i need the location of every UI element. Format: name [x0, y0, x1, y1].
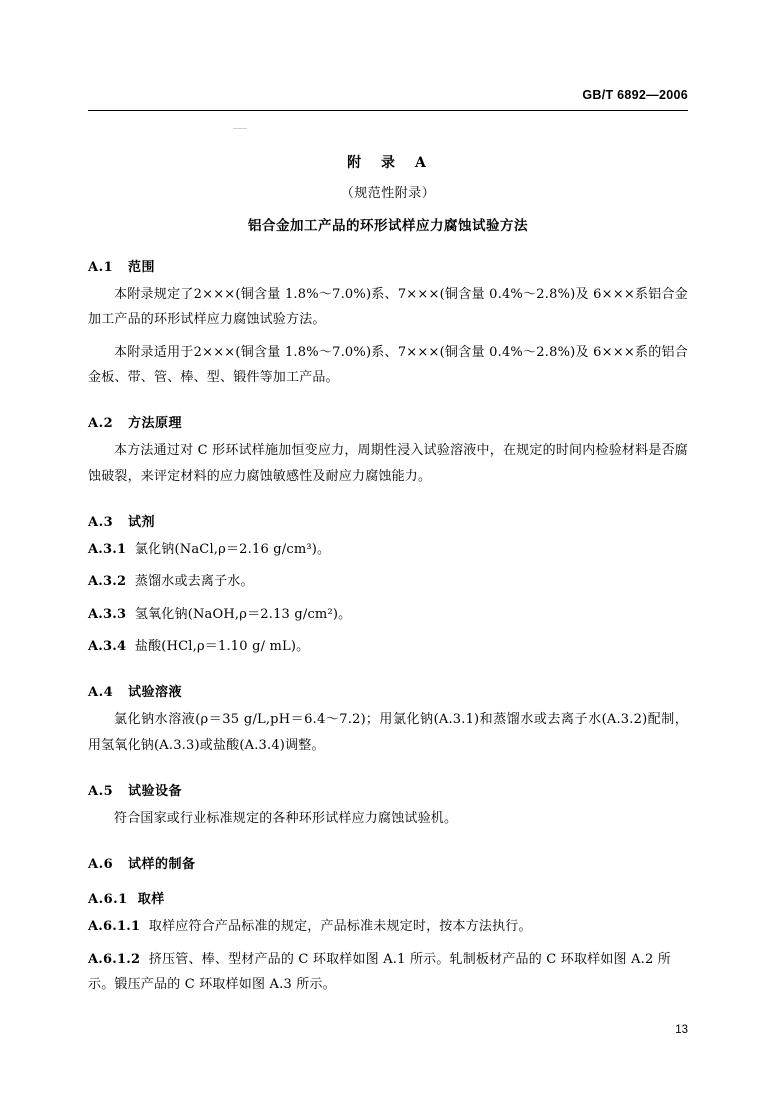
list-item [88, 602, 688, 627]
list-item [88, 569, 688, 594]
item-text: 盐酸(HCl,ρ＝1.10 g/ mL)。 [134, 639, 310, 655]
section-heading-a6 [88, 853, 688, 872]
annex-subtitle: （规范性附录） [340, 186, 436, 201]
section-title-a4: 试验溶液 [128, 685, 183, 701]
item-number: A.6.1.2 [88, 951, 141, 967]
section-heading-a5 [88, 780, 688, 799]
item-number: A.3.3 [88, 606, 127, 622]
section-title-a5: 试验设备 [128, 784, 183, 800]
list-item [88, 634, 688, 659]
paragraph: 本附录适用于2×××(铜含量 1.8%～7.0%)系、7×××(铜含量 0.4%～2.8%)及 6×××系的铝合金板、带、管、棒、型、锻件等加工产品。 [88, 344, 688, 386]
subsection-heading-a61 [88, 888, 688, 907]
page-header-standard-code: GB/T 6892—2006 [582, 88, 688, 102]
header-divider [88, 110, 688, 111]
section-title-a2: 方法原理 [128, 416, 183, 432]
item-text: 氯化钠(NaCl,ρ＝2.16 g/cm³)。 [134, 542, 331, 558]
item-number: A.3.2 [88, 574, 127, 590]
item-text: 取样应符合产品标准的规定，产品标准未规定时，按本方法执行。 [148, 919, 532, 935]
item-number: A.6.1.1 [88, 919, 141, 935]
paragraph: 符合国家或行业标准规定的各种环形试样应力腐蚀试验机。 [114, 811, 458, 827]
annex-title: 附 录 A [347, 155, 429, 171]
section-heading-a2 [88, 412, 688, 431]
list-item [88, 914, 688, 939]
item-text: 挤压管、棒、型材产品的 C 环取样如图 A.1 所示。轧制板材产品的 C 环取样如图 A.2 所示。锻压产品的 C 环取样如图 A.3 所示。 [88, 951, 672, 993]
section-heading-a4 [88, 681, 688, 700]
section-number-a5: A.5 [88, 784, 114, 800]
section-number-a1: A.1 [88, 260, 114, 275]
paragraph: 氯化钠水溶液(ρ＝35 g/L,pH＝6.4～7.2)；用氯化钠(A.3.1)和蒸馏水或去离子水(A.3.2)配制，用氢氧化钠(A.3.3)或盐酸(A.3.4)调整。 [88, 712, 688, 753]
item-number: A.3.4 [88, 639, 127, 655]
subsection-number-a61: A.6.1 [88, 892, 128, 908]
page-number: 13 [675, 1024, 688, 1036]
section-title-a6: 试样的制备 [128, 857, 196, 873]
section-number-a4: A.4 [88, 685, 114, 701]
margin-tick-mark [233, 128, 247, 129]
section-number-a2: A.2 [88, 416, 114, 432]
paragraph: 本附录规定了2×××(铜含量 1.8%～7.0%)系、7×××(铜含量 0.4%～2.8%)及 6×××系铝合金加工产品的环形试样应力腐蚀试验方法。 [88, 287, 688, 328]
section-heading-a3 [88, 511, 688, 530]
subsection-title-a61: 取样 [137, 892, 165, 908]
section-heading-a1 [88, 256, 688, 275]
item-text: 氢氧化钠(NaOH,ρ＝2.13 g/cm²)。 [134, 606, 352, 622]
section-number-a6: A.6 [88, 857, 114, 873]
section-title-a1: 范围 [128, 260, 156, 275]
document-body [88, 140, 688, 998]
page-content [88, 0, 688, 1094]
section-title-a3: 试剂 [128, 515, 156, 531]
annex-name: 铝合金加工产品的环形试样应力腐蚀试验方法 [248, 218, 528, 234]
item-number: A.3.1 [88, 542, 127, 558]
list-item [88, 537, 688, 562]
list-item [88, 947, 688, 998]
item-text: 蒸馏水或去离子水。 [134, 574, 254, 590]
paragraph: 本方法通过对 C 形环试样施加恒变应力，周期性浸入试验溶液中，在规定的时间内检验材料是否腐蚀破裂，来评定材料的应力腐蚀敏感性及耐应力腐蚀能力。 [88, 443, 688, 484]
section-number-a3: A.3 [88, 515, 114, 531]
